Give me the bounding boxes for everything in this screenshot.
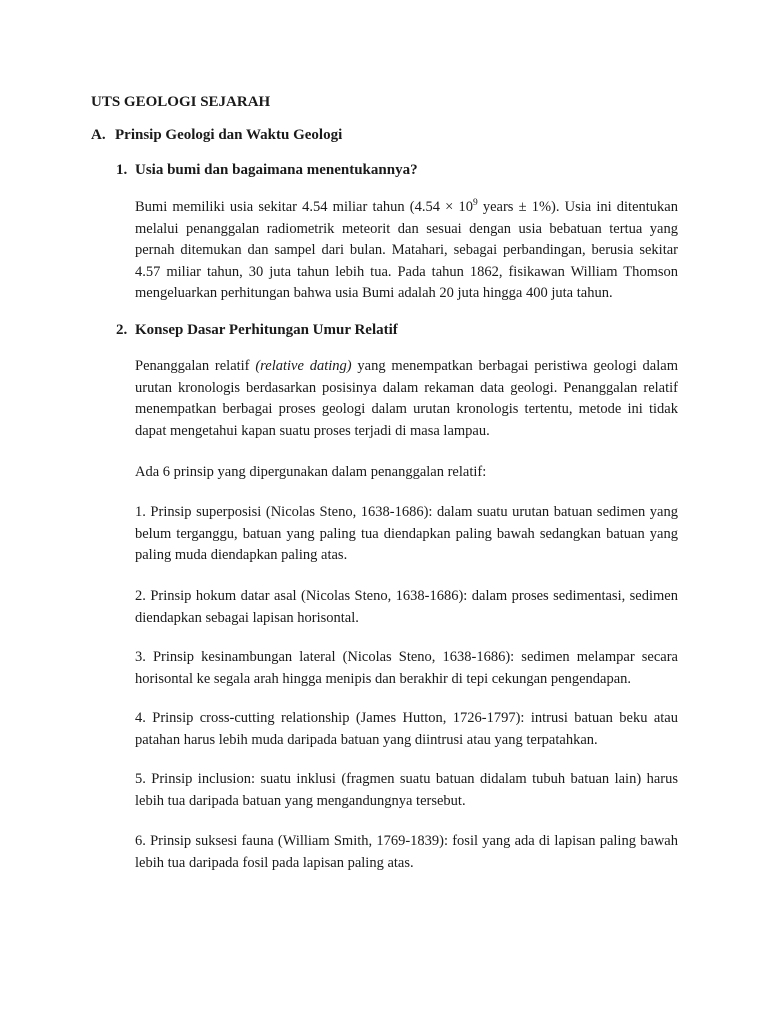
principles-intro: Ada 6 prinsip yang dipergunakan dalam penanggalan relatif:	[135, 464, 487, 480]
principle-item-1: 1. Prinsip superposisi (Nicolas Steno, 1638-1686): dalam suatu urutan batuan sedimen yang belum terganggu, batuan yang paling tua diendapkan paling bawah sedangkan batuan yang paling muda diendapkan paling atas.	[135, 504, 678, 563]
earth-age-exponent: 9	[472, 198, 478, 209]
earth-age-paragraph	[135, 197, 678, 305]
earth-age-text-start: Bumi memiliki usia sekitar 4.54 miliar tahun (4.54 × 10	[135, 199, 473, 215]
earth-age-text-rest: years ± 1%). Usia ini ditentukan melalui penanggalan radiometrik meteorit dan sesuai dengan usia bebatuan tertua yang pernah ditemukan dan sampel dari bulan. Matahari, sebagai perbandingan, berusia sekitar 4.57 miliar tahun, 30 juta tahun lebih tua. Pada tahun 1862, fisikawan William Thomson mengeluarkan perhitungan bahwa usia Bumi adalah 20 juta hingga 400 juta tahun.	[135, 199, 678, 301]
relative-dating-text-rest: yang menempatkan berbagai peristiwa geologi dalam urutan kronologis berdasarkan posisinya dalam rekaman data geologi. Penanggalan relatif menempatkan berbagai proses geologi dalam urutan kronologis tertentu, metode ini tidak dapat mengetahui kapan suatu proses terjadi di masa lampau.	[135, 358, 678, 439]
document-title: UTS GEOLOGI SEJARAH	[91, 94, 271, 110]
principle-item-4: 4. Prinsip cross-cutting relationship (James Hutton, 1726-1797): intrusi batuan beku atau patahan harus lebih muda daripada batuan yang diintrusi atau yang terpatahkan.	[135, 710, 678, 748]
principle-item-2: 2. Prinsip hokum datar asal (Nicolas Steno, 1638-1686): dalam proses sedimentasi, sedimen diendapkan sebagai lapisan horisontal.	[135, 588, 678, 626]
section-heading	[91, 125, 342, 145]
relative-dating-text-start: Penanggalan relatif	[135, 358, 256, 374]
question-2-heading	[116, 320, 398, 340]
principle-item-5: 5. Prinsip inclusion: suatu inklusi (fragmen suatu batuan didalam tubuh batuan lain) harus lebih tua daripada batuan yang mengandungnya tersebut.	[135, 771, 678, 809]
principle-item-3: 3. Prinsip kesinambungan lateral (Nicolas Steno, 1638-1686): sedimen melampar secara horisontal ke segala arah hingga menipis dan berakhir di tepi cekungan pengendapan.	[135, 649, 678, 687]
relative-dating-paragraph	[135, 356, 678, 442]
question-1-number: 1.	[116, 162, 128, 178]
section-title: Prinsip Geologi dan Waktu Geologi	[115, 127, 343, 143]
relative-dating-term: (relative dating)	[255, 358, 352, 374]
question-1-title: Usia bumi dan bagaimana menentukannya?	[135, 162, 418, 178]
question-2-number: 2.	[116, 322, 128, 338]
principle-item-6: 6. Prinsip suksesi fauna (William Smith, 1769-1839): fosil yang ada di lapisan paling bawah lebih tua daripada fosil pada lapisan paling atas.	[135, 833, 678, 871]
question-2-title: Konsep Dasar Perhitungan Umur Relatif	[135, 322, 398, 338]
question-1-heading	[116, 160, 418, 180]
section-letter: A.	[91, 127, 106, 143]
